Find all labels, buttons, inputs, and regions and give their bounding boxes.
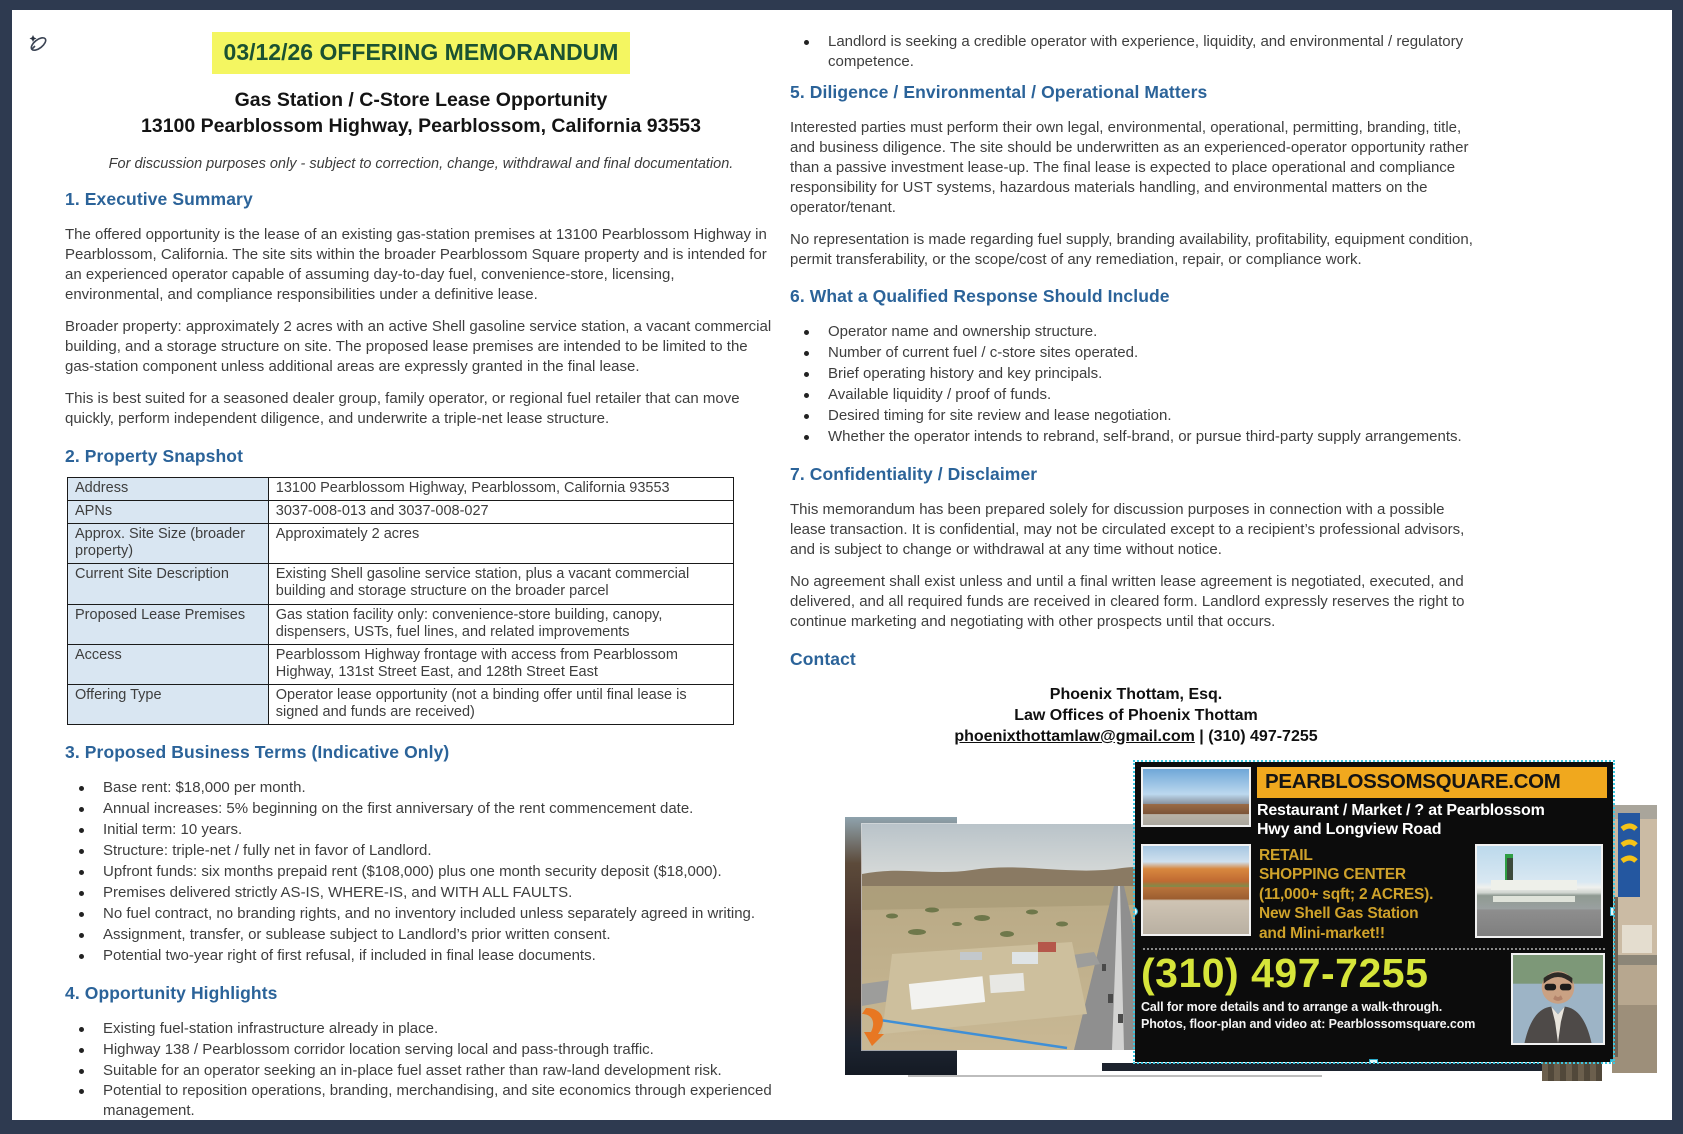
row-label: Address [68,477,269,500]
list-item: Premises delivered strictly AS-IS, WHERE-IS, and WITH ALL FAULTS. [65,883,777,903]
ad-gold-line: and Mini-market!! [1259,924,1385,942]
ai-edit-pencil-icon[interactable] [25,30,51,56]
contact-separator: | [1194,727,1209,745]
ad-gold-line: SHOPPING CENTER [1259,866,1406,884]
ad-headline-line-1: Restaurant / Market / ? at Pearblossom [1257,802,1545,820]
ad-headline-line-2: Hwy and Longview Road [1257,820,1442,838]
exec-paragraph-2: Broader property: approximately 2 acres with an active Shell gasoline service station, a vacant commercial building, and a storage structure on site. The proposed lease premises are intended to be limited to the gas-station component unless additional areas are expressly granted in the final lease. [65,318,772,376]
section-heading-executive-summary: 1. Executive Summary [65,189,253,210]
section-heading-opportunity-highlights: 4. Opportunity Highlights [65,982,278,1003]
qualified-response-list [790,322,1482,447]
selection-handle-bottom[interactable] [1369,1059,1378,1062]
diligence-paragraph-1: Interested parties must perform their own legal, environmental, operational, permitting, branding, title, and business diligence. The site should be underwritten as an experienced-operator opportunity rather than a passive investment lease-up. The final lease is expected to place operational and compliance responsibility for UST systems, hazardous materials handling, and environmental matters on the operator/tenant. [790,118,1469,216]
property-snapshot-table [67,477,734,725]
row-value: 13100 Pearblossom Highway, Pearblossom, California 93553 [268,477,733,500]
section-heading-confidentiality: 7. Confidentiality / Disclaimer [790,464,1038,485]
list-item: Available liquidity / proof of funds. [790,385,1482,405]
ad-cta-line-2: Photos, floor-plan and video at: Pearblossomsquare.com [1141,1016,1476,1031]
right-column [790,24,1667,1089]
row-value: Pearblossom Highway frontage with access from Pearblossom Highway, 131st Street East, and 128th Street East [268,644,733,684]
subtitle-line-2: 13100 Pearblossom Highway, Pearblossom, California 93553 [141,114,701,137]
document-subtitle [65,88,777,139]
table-row [68,644,734,684]
list-item: Upfront funds: six months prepaid rent ($108,000) plus one month security deposit ($18,000). [65,862,777,882]
ground-photo-fragment [1542,1059,1602,1081]
exec-paragraph-1: The offered opportunity is the lease of an existing gas-station premises at 13100 Pearblossom Highway in Pearblossom, California. The site sits within the broader Pearblossom Square property and is intended for an experienced operator capable of assuming day-to-day fuel, convenience-store, licensing, environmental, and compliance responsibilities under a definitive lease. [65,226,767,304]
ad-agent-portrait [1511,953,1605,1045]
list-item: Brief operating history and key principals. [790,364,1482,384]
selection-handle-corner[interactable] [1610,1059,1613,1062]
confidentiality-paragraph-2: No agreement shall exist unless and until a final written lease agreement is negotiated, executed, and delivered, and all required funds are received in cleared form. Landlord expressly reserves the right to continue marketing and negotiating with other prospects until that occurs. [790,572,1465,630]
table-row [68,524,734,564]
list-item: Potential to reposition operations, branding, merchandising, and site economics through experienced management. [65,1081,777,1121]
list-item: Base rent: $18,000 per month. [65,778,777,798]
list-item: Number of current fuel / c-store sites operated. [790,343,1482,363]
list-item: Annual increases: 5% beginning on the first anniversary of the rent commencement date. [65,799,777,819]
ad-gold-line: RETAIL [1259,846,1313,864]
contact-firm: Law Offices of Phoenix Thottam [1014,706,1258,724]
row-value: 3037-008-013 and 3037-008-027 [268,501,733,524]
ad-gold-line: New Shell Gas Station [1259,905,1419,923]
photo-collage [790,759,1667,1089]
table-row [68,564,734,604]
pearblossom-square-ad[interactable] [1135,762,1613,1062]
ad-photo-buildings [1141,767,1251,827]
exec-paragraph-3: This is best suited for a seasoned dealer group, family operator, or regional fuel retailer that can move quickly, perform independent diligence, and underwrite a triple-net lease structure. [65,390,740,427]
row-label: Offering Type [68,685,269,725]
section-heading-contact: Contact [790,648,856,669]
list-item: Assignment, transfer, or sublease subject to Landlord’s prior written consent. [65,925,777,945]
row-value: Approximately 2 acres [268,524,733,564]
list-item: No fuel contract, no branding rights, and no inventory included unless separately agreed in writing. [65,904,777,924]
list-item: Operator name and ownership structure. [790,322,1482,342]
highlights-continued-list [790,32,1482,72]
table-row [68,604,734,644]
list-item: Desired timing for site review and lease negotiation. [790,406,1482,426]
contact-phone: (310) 497-7255 [1208,727,1318,745]
contact-email-link[interactable]: phoenixthottamlaw@gmail.com [954,727,1195,745]
table-row [68,685,734,725]
opportunity-highlights-list [65,1019,777,1122]
list-item: Structure: triple-net / fully net in favor of Landlord. [65,841,777,861]
list-item: Potential two-year right of first refusal, if included in final lease documents. [65,946,777,966]
divider-line [908,1075,1322,1077]
row-value: Existing Shell gasoline service station, plus a vacant commercial building and storage structure on the broader parcel [268,564,733,604]
offering-memorandum-title: 03/12/26 OFFERING MEMORANDUM [212,32,631,74]
list-item: Existing fuel-station infrastructure already in place. [65,1019,777,1039]
ad-phone-number: (310) 497-7255 [1141,950,1429,997]
list-item: Highway 138 / Pearblossom corridor location serving local and pass-through traffic. [65,1040,777,1060]
subtitle-line-1: Gas Station / C-Store Lease Opportunity [234,89,608,111]
row-label: Current Site Description [68,564,269,604]
list-item: Landlord is seeking a credible operator with experience, liquidity, and environmental / regulatory competence. [790,32,1482,72]
list-item: Suitable for an operator seeking an in-place fuel asset rather than raw-land development risk. [65,1061,777,1081]
storefront-photo-strip[interactable] [1612,805,1657,1073]
confidentiality-paragraph-1: This memorandum has been prepared solely for discussion purposes in connection with a possible lease transaction. It is confidential, may not be circulated except to a recipient’s professional advisors, and is subject to change or withdrawal at any time without notice. [790,501,1465,558]
table-row [68,501,734,524]
list-item: Whether the operator intends to rebrand, self-brand, or pursue third-party supply arrangements. [790,427,1482,447]
ad-photo-gas-station [1475,844,1603,938]
business-terms-list [65,778,777,965]
ad-gold-line: (11,000+ sqft; 2 ACRES). [1259,885,1434,903]
row-label: Approx. Site Size (broader property) [68,524,269,564]
section-heading-business-terms: 3. Proposed Business Terms (Indicative Only) [65,742,450,763]
selection-handle-left[interactable] [1135,907,1138,916]
list-item: Initial term: 10 years. [65,820,777,840]
contact-line [790,726,1482,747]
section-heading-qualified-response: 6. What a Qualified Response Should Include [790,286,1170,307]
selection-handle-right[interactable] [1610,907,1613,916]
section-heading-diligence: 5. Diligence / Environmental / Operational Matters [790,81,1208,102]
row-value: Operator lease opportunity (not a binding offer until final lease is signed and funds are received) [268,685,733,725]
contact-block [790,684,1482,747]
section-heading-property-snapshot: 2. Property Snapshot [65,445,244,466]
row-label: Access [68,644,269,684]
ad-shadow-strip [1102,1063,1602,1071]
document-page [12,10,1672,1120]
diligence-paragraph-2: No representation is made regarding fuel supply, branding availability, profitability, equipment condition, permit transferability, or the scope/cost of any remediation, repair, or compliance work. [790,230,1473,268]
contact-name: Phoenix Thottam, Esq. [1049,685,1223,703]
row-label: APNs [68,501,269,524]
row-value: Gas station facility only: convenience-store building, canopy, dispensers, USTs, fuel lines, and related improvements [268,604,733,644]
discussion-disclaimer: For discussion purposes only - subject to correction, change, withdrawal and final documentation. [108,156,734,173]
ad-website-banner: PEARBLOSSOMSQUARE.COM [1257,767,1607,798]
row-label: Proposed Lease Premises [68,604,269,644]
ad-cta-line-1: Call for more details and to arrange a walk-through. [1141,1000,1443,1015]
left-column [65,26,777,1131]
ad-photo-shopping-center [1141,844,1251,936]
table-row [68,477,734,500]
